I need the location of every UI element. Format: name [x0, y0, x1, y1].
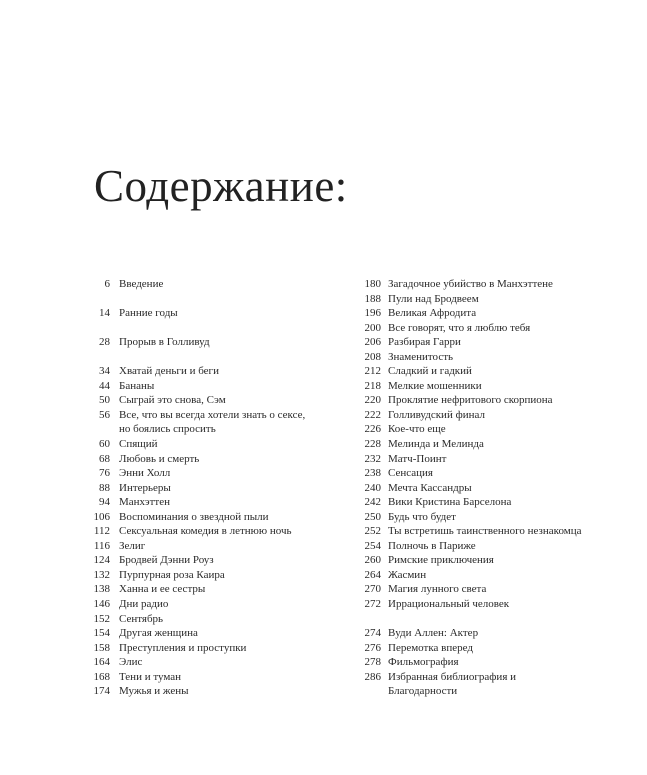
toc-entry-title: Мечта Кассандры	[388, 481, 472, 494]
toc-entry-title: Полночь в Париже	[388, 539, 476, 552]
toc-entry-title: Элис	[119, 656, 143, 669]
toc-page-number: 174	[93, 685, 110, 698]
toc-entry-title: Мелинда и Мелинда	[388, 438, 484, 451]
toc-page-number: 60	[99, 438, 110, 451]
toc-entry-title: Благодарности	[388, 685, 458, 698]
toc-entry	[331, 306, 631, 321]
toc-entry	[60, 437, 350, 452]
toc-entry-title: Интерьеры	[119, 481, 171, 494]
toc-entry-title: Ты встретишь таинственного незнакомца	[388, 525, 582, 538]
toc-page-number: 56	[99, 408, 110, 421]
toc-entry	[60, 524, 350, 539]
toc-entry	[331, 393, 631, 408]
toc-entry-title: Великая Афродита	[388, 307, 477, 320]
toc-page-number: 88	[99, 481, 110, 494]
toc-entry-title: Фильмография	[388, 656, 459, 669]
toc-page-number: 76	[99, 467, 110, 480]
toc-entry	[60, 277, 350, 292]
toc-entry	[60, 539, 350, 554]
toc-page-number: 34	[99, 365, 110, 378]
page-title: Содержание:	[94, 161, 348, 211]
toc-page-number: 132	[93, 568, 110, 581]
toc-entry	[331, 277, 631, 292]
toc-entry	[60, 626, 350, 641]
toc-page-number: 226	[364, 423, 381, 436]
toc-entry-title: Вуди Аллен: Актер	[388, 627, 479, 640]
toc-page-number: 188	[364, 292, 381, 305]
toc-entry-title: Избранная библиография и	[388, 670, 517, 683]
toc-page-number: 254	[364, 539, 381, 552]
toc-entry-title: Вики Кристина Барселона	[388, 496, 512, 509]
toc-entry-title: Кое-что еще	[388, 423, 446, 436]
toc-page-number	[60, 422, 119, 437]
toc-entry-title: Бродвей Дэнни Роуз	[119, 554, 214, 567]
toc-entry-title: Сладкий и гадкий	[388, 365, 472, 378]
toc-entry	[331, 626, 631, 641]
toc-entry-title: Сыграй это снова, Сэм	[119, 394, 226, 407]
toc-page-number: 220	[364, 394, 381, 407]
toc-entry	[331, 321, 631, 336]
toc-entry	[331, 539, 631, 554]
toc-entry	[331, 670, 631, 685]
toc-entry-title: Загадочное убийство в Манхэттене	[388, 278, 553, 290]
toc-page-number: 180	[364, 278, 381, 290]
toc-page-number: 94	[99, 496, 110, 509]
toc-entry-title: Разбирая Гарри	[388, 336, 461, 349]
toc-entry-title: Спящий	[119, 438, 158, 451]
toc-entry	[60, 568, 350, 583]
toc-entry	[331, 524, 631, 539]
toc-entry	[331, 684, 631, 699]
toc-entry	[331, 437, 631, 452]
toc-entry	[60, 481, 350, 496]
toc-page-number: 44	[99, 379, 110, 392]
toc-entry-title: Введение	[119, 278, 164, 290]
toc-entry	[60, 306, 350, 321]
toc-entry-title: Ранние годы	[119, 307, 178, 320]
toc-entry	[60, 510, 350, 525]
toc-entry	[60, 655, 350, 670]
toc-entry	[60, 364, 350, 379]
toc-entry-title: Перемотка вперед	[388, 641, 473, 654]
toc-entry-title: Мелкие мошенники	[388, 379, 482, 392]
toc-entry	[331, 481, 631, 496]
toc-entry-title: Бананы	[119, 379, 155, 392]
toc-page-number: 276	[364, 641, 381, 654]
toc-page-number: 222	[364, 408, 381, 421]
toc-entry-title: Знаменитость	[388, 350, 454, 363]
toc-entry	[331, 350, 631, 365]
toc-entry-title: Мужья и жены	[119, 685, 189, 698]
toc-page-number: 218	[364, 379, 381, 392]
toc-entry-title: Будь что будет	[388, 510, 456, 523]
toc-page-number: 228	[364, 438, 381, 451]
toc-entry-title: Голливудский финал	[388, 408, 485, 421]
toc-entry	[60, 452, 350, 467]
toc-page-number: 270	[364, 583, 381, 596]
toc-entry-title: Прорыв в Голливуд	[119, 336, 210, 349]
toc-page-number: 242	[364, 496, 381, 509]
toc-spacer	[60, 321, 350, 336]
toc-entry-title: Воспоминания о звездной пыли	[119, 510, 269, 523]
toc-entry-title: Преступления и проступки	[119, 641, 247, 654]
toc-page-number: 112	[93, 525, 110, 538]
toc-entry-title: Энни Холл	[119, 467, 171, 480]
toc-page-number: 138	[93, 583, 110, 596]
toc-page-number: 116	[93, 539, 110, 552]
toc-entry-title: Хватай деньги и беги	[119, 365, 219, 378]
toc-entry-title: Иррациональный человек	[388, 598, 510, 611]
toc-spacer	[60, 350, 350, 365]
toc-page-number: 286	[364, 670, 381, 683]
toc-entry-title: Тени и туман	[119, 670, 182, 683]
toc-entry-title: Другая женщина	[119, 627, 198, 640]
toc-entry-title: Магия лунного света	[388, 583, 487, 596]
toc-page-number: 278	[364, 656, 381, 669]
toc-entry-title: Сексуальная комедия в летнюю ночь	[119, 525, 292, 538]
toc-entry	[331, 553, 631, 568]
toc-entry-title: Все говорят, что я люблю тебя	[388, 321, 531, 334]
toc-entry-title: Ханна и ее сестры	[119, 583, 206, 596]
toc-entry	[331, 510, 631, 525]
toc-page-number: 274	[364, 627, 381, 640]
toc-page-number: 252	[364, 525, 381, 538]
toc-spacer	[331, 612, 631, 627]
toc-entry	[60, 466, 350, 481]
toc-entry-title: Сентябрь	[119, 612, 164, 625]
toc-entry	[331, 379, 631, 394]
toc-page-number: 264	[364, 568, 381, 581]
toc-page-number: 152	[93, 612, 110, 625]
toc-entry	[60, 582, 350, 597]
toc-entry	[60, 597, 350, 612]
toc-spacer	[60, 292, 350, 307]
toc-entry	[60, 553, 350, 568]
toc-page-number: 250	[364, 510, 381, 523]
toc-page-number: 154	[93, 627, 110, 640]
toc-entry-title: Проклятие нефритового скорпиона	[388, 394, 553, 407]
toc-page-number: 260	[364, 554, 381, 567]
toc-entry	[331, 495, 631, 510]
toc-page-number: 146	[93, 598, 110, 611]
toc-entry	[60, 335, 350, 350]
toc-page-number: 14	[99, 307, 110, 320]
toc-page-number: 168	[93, 670, 110, 683]
toc-entry-title: Пурпурная роза Каира	[119, 568, 225, 581]
toc-page-number: 68	[99, 452, 110, 465]
toc-entry	[60, 495, 350, 510]
toc-entry	[60, 379, 350, 394]
toc-entry	[60, 684, 350, 699]
toc-page-number: 124	[93, 554, 110, 567]
toc-page-number	[331, 684, 388, 699]
toc-page-number: 106	[93, 510, 110, 523]
toc-entry-title: Римские приключения	[388, 554, 494, 567]
toc-entry	[331, 597, 631, 612]
toc-page-number: 6	[104, 278, 110, 290]
toc-left-column	[60, 277, 350, 699]
toc-page-number: 200	[364, 321, 381, 334]
toc-entry	[331, 335, 631, 350]
toc-page-number: 238	[364, 467, 381, 480]
toc-entry-title: Все, что вы всегда хотели знать о сексе,	[119, 408, 306, 421]
toc-page-number: 206	[364, 336, 381, 349]
toc-entry	[60, 612, 350, 627]
toc-entry	[331, 364, 631, 379]
toc-entry-title: Жасмин	[388, 568, 427, 581]
toc-entry-title: Пули над Бродвеем	[388, 292, 479, 305]
toc-entry	[331, 568, 631, 583]
toc-page-number: 196	[364, 307, 381, 320]
toc-entry	[60, 670, 350, 685]
toc-page-number: 208	[364, 350, 381, 363]
toc-page-number: 240	[364, 481, 381, 494]
toc-entry	[331, 422, 631, 437]
toc-page-number: 232	[364, 452, 381, 465]
toc-page-number: 50	[99, 394, 110, 407]
toc-entry	[331, 452, 631, 467]
toc-entry	[331, 292, 631, 307]
toc-page-number: 158	[93, 641, 110, 654]
toc-page-number: 28	[99, 336, 110, 349]
toc-page-number: 272	[364, 598, 381, 611]
toc-entry-title: Дни радио	[119, 598, 169, 611]
toc-entry	[331, 582, 631, 597]
toc-entry	[331, 408, 631, 423]
toc-entry-title: Манхэттен	[119, 496, 171, 509]
toc-entry-title: Сенсация	[388, 467, 433, 480]
toc-entry-title: Матч-Поинт	[388, 452, 447, 465]
toc-entry	[331, 466, 631, 481]
toc-entry-title: Зелиг	[119, 539, 146, 552]
toc-entry-title: но боялись спросить	[119, 423, 216, 436]
toc-right-column	[331, 277, 631, 699]
toc-entry	[60, 393, 350, 408]
toc-entry	[331, 641, 631, 656]
toc-entry	[60, 408, 350, 423]
toc-entry	[331, 655, 631, 670]
toc-entry	[60, 641, 350, 656]
toc-entry	[60, 422, 350, 437]
toc-page-number: 212	[364, 365, 381, 378]
toc-page-number: 164	[93, 656, 110, 669]
toc-entry-title: Любовь и смерть	[119, 452, 200, 465]
